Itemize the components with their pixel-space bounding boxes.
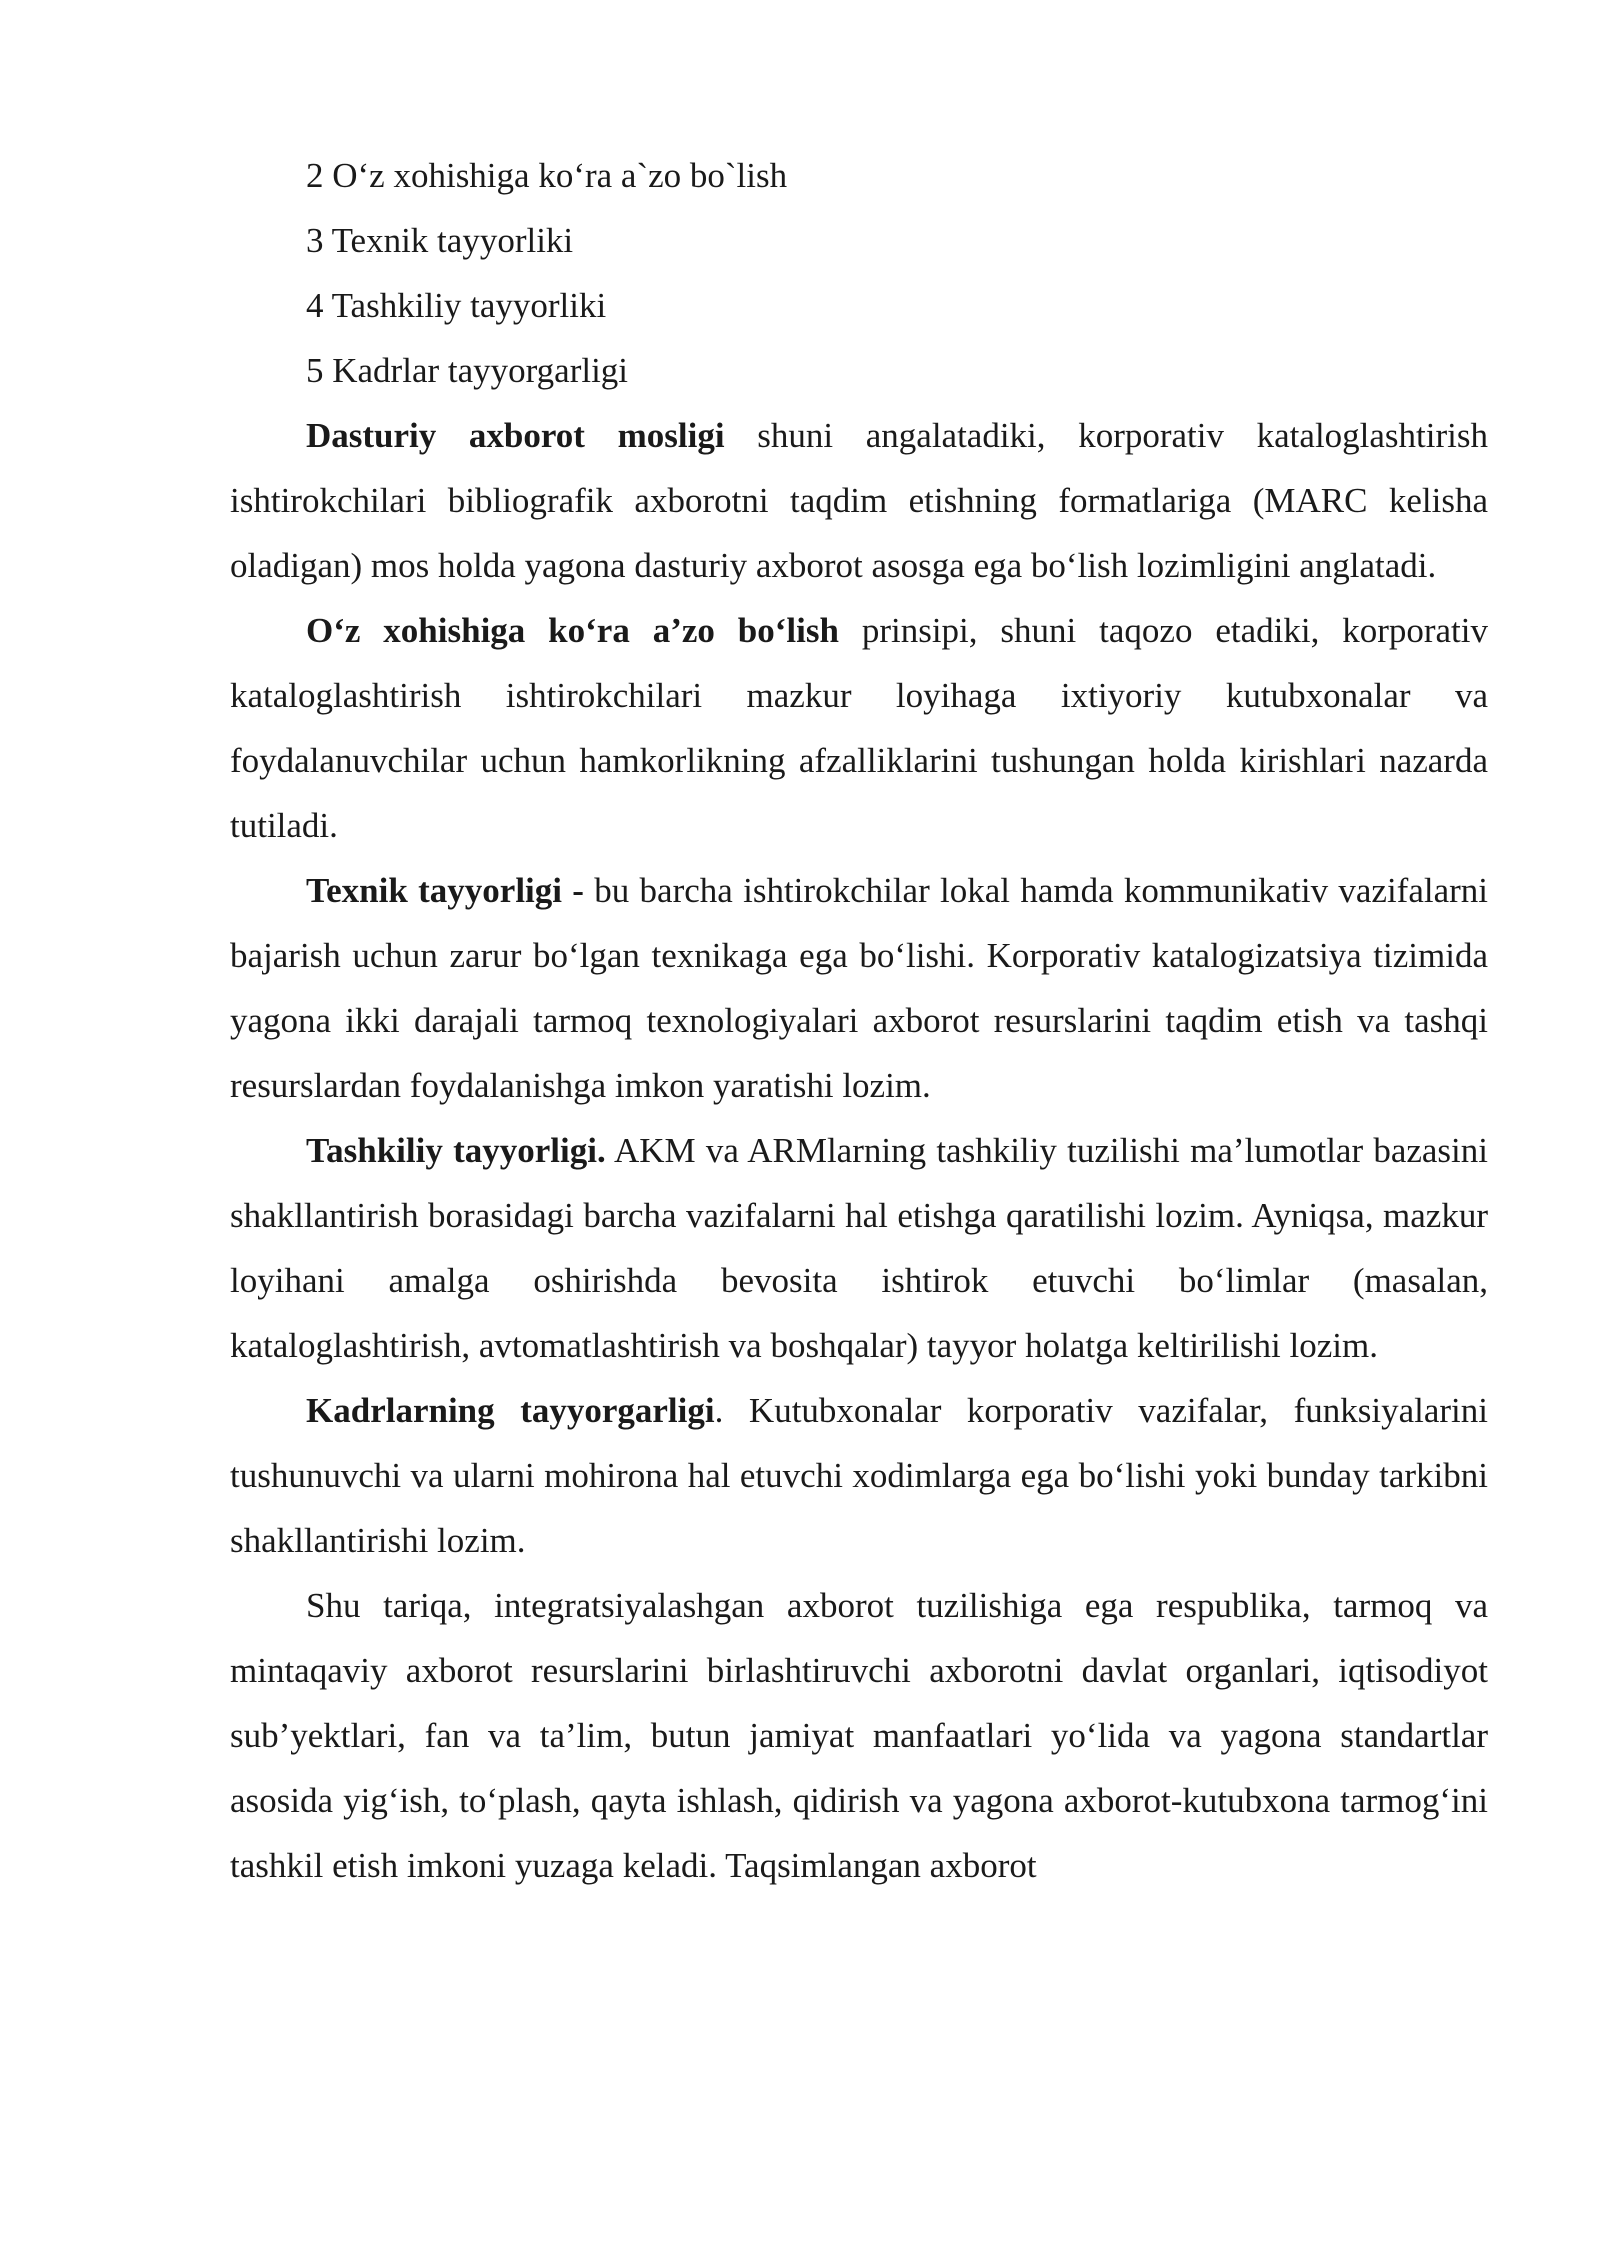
list-item-principle-3: 3 Texnik tayyorliki xyxy=(306,221,574,260)
paragraph-staff-readiness xyxy=(230,1378,1488,1573)
list-item-principle-5: 5 Kadrlar tayyorgarligi xyxy=(306,351,629,390)
paragraph-term: Kadrlarning tayyorgarligi xyxy=(306,1391,715,1430)
paragraph-text: Shu tariqa, integratsiyalashgan axborot tuzilishiga ega respublika, tarmoq va mintaqaviy axborot resurslarini birlashtiruvchi axborotni davlat organlari, iqtisodiyot sub’yektlari, fan va ta’lim, butun jamiyat manfaatlari yo‘lida va yagona standartlar asosida yig‘ish, to‘plash, qayta ishlash, qidirish va yagona axborot-kutubxona tarmog‘ini tashkil etish imkoni yuzaga keladi. Taqsimlangan axborot xyxy=(230,1586,1488,1885)
document-body xyxy=(230,143,1488,1898)
paragraph-text: . Kutubxonalar korporativ vazifalar, funksiyalarini tushunuvchi va ularni mohirona hal etuvchi xodimlarga ega bo‘lishi yoki bunday tarkibni shakllantirishi lozim. xyxy=(230,1391,1488,1560)
paragraph-text: shuni angalatadiki, korporativ kataloglashtirish ishtirokchilari bibliografik axborotni taqdim etishning formatlariga (MARC kelisha oladigan) mos holda yagona dasturiy axborot asosga ega bo‘lish lozimligini anglatadi. xyxy=(230,416,1488,585)
paragraph-voluntary-membership xyxy=(230,598,1488,858)
paragraph-technical-readiness xyxy=(230,858,1488,1118)
list-item-principle-4: 4 Tashkiliy tayyorliki xyxy=(306,286,607,325)
paragraph-term: O‘z xohishiga ko‘ra a’zo bo‘lish xyxy=(306,611,839,650)
paragraph-text: AKM va ARMlarning tashkiliy tuzilishi ma’lumotlar bazasini shakllantirish borasidagi barcha vazifalarni hal etishga qaratilishi lozim. Ayniqsa, mazkur loyihani amalga oshirishda bevosita ishtirok etuvchi bo‘limlar (masalan, kataloglashtirish, avtomatlashtirish va boshqalar) tayyor holatga keltirilishi lozim. xyxy=(230,1131,1489,1365)
list-item-principle-2: 2 O‘z xohishiga ko‘ra a`zo bo`lish xyxy=(306,156,788,195)
paragraph-term: Dasturiy axborot mosligi xyxy=(306,416,725,455)
paragraph-conclusion xyxy=(230,1573,1488,1898)
paragraph-text: prinsipi, shuni taqozo etadiki, korporativ kataloglashtirish ishtirokchilari mazkur loyihaga ixtiyoriy kutubxonalar va foydalanuvchilar uchun hamkorlikning afzalliklarini tushungan holda kirishlari nazarda tutiladi. xyxy=(230,611,1488,845)
paragraph-text: bu barcha ishtirokchilar lokal hamda kommunikativ vazifalarni bajarish uchun zarur bo‘lgan texnikaga ega bo‘lishi. Korporativ katalogizatsiya tizimida yagona ikki darajali tarmoq texnologiyalari axborot resurslarini taqdim etish va tashqi resurslardan foydalanishga imkon yaratishi lozim. xyxy=(230,871,1489,1105)
paragraph-term: Tashkiliy tayyorligi. xyxy=(306,1131,606,1170)
paragraph-software-compatibility xyxy=(230,403,1488,598)
paragraph-organizational-readiness xyxy=(230,1118,1488,1378)
paragraph-term: Texnik tayyorligi - xyxy=(306,871,584,910)
